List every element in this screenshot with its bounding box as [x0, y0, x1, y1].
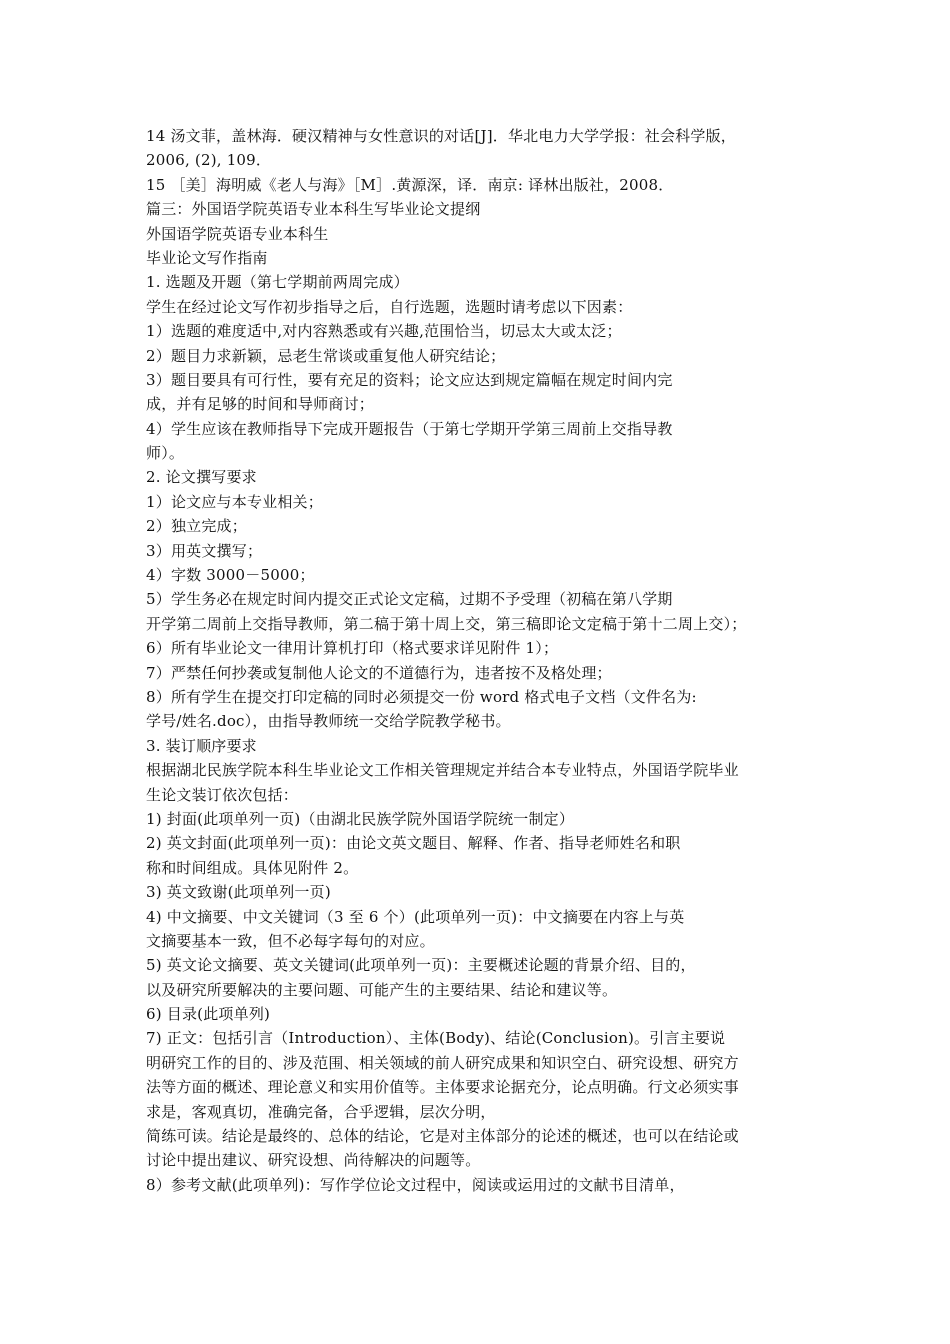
list-item: 8）所有学生在提交打印定稿的同时必须提交一份 word 格式电子文档（文件名为:	[146, 687, 697, 706]
list-item-cont: 成，并有足够的时间和导师商讨；	[146, 395, 375, 414]
paragraph-line: 生论文装订依次包括：	[146, 785, 299, 804]
subheading-binding-order: 3. 装订顺序要求	[146, 736, 257, 755]
list-item-cont: 以及研究所要解决的主要问题、可能产生的主要结果、结论和建议等。	[146, 980, 618, 999]
list-item: 2) 英文封面(此项单列一页)：由论文英文题目、解释、作者、指导老师姓名和职	[146, 834, 681, 853]
reference-14-cont: 2006, (2), 109．	[146, 151, 272, 170]
subheading-writing-requirements: 2. 论文撰写要求	[146, 468, 257, 487]
paragraph-line: 根据湖北民族学院本科生毕业论文工作相关管理规定并结合本专业特点，外国语学院毕业	[146, 761, 739, 780]
list-item: 1）选题的难度适中,对内容熟悉或有兴趣,范围恰当，切忌太大或太泛；	[146, 322, 622, 341]
list-item-cont: 讨论中提出建议、研究设想、尚待解决的问题等。	[146, 1151, 481, 1170]
list-item: 5）学生务必在规定时间内提交正式论文定稿，过期不予受理（初稿在第八学期	[146, 590, 673, 609]
list-item: 1) 封面(此项单列一页)（由湖北民族学院外国语学院统一制定）	[146, 809, 575, 828]
guide-heading-2: 毕业论文写作指南	[146, 248, 268, 267]
list-item: 3) 英文致谢(此项单列一页)	[146, 883, 331, 902]
list-item: 1）论文应与本专业相关；	[146, 492, 323, 511]
list-item-cont: 明研究工作的目的、涉及范围、相关领域的前人研究成果和知识空白、研究设想、研究方	[146, 1053, 739, 1072]
paragraph-line: 学生在经过论文写作初步指导之后，自行选题，选题时请考虑以下因素：	[146, 297, 633, 316]
list-item: 4）学生应该在教师指导下完成开题报告（于第七学期开学第三周前上交指导教	[146, 419, 673, 438]
list-item-cont: 学号/姓名.doc），由指导教师统一交给学院教学秘书。	[146, 712, 511, 731]
list-item: 4）字数 3000－5000；	[146, 566, 315, 585]
list-item: 3）用英文撰写；	[146, 541, 263, 560]
guide-heading-1: 外国语学院英语专业本科生	[146, 224, 329, 243]
list-item-cont: 师）。	[146, 444, 185, 463]
list-item-cont: 开学第二周前上交指导教师，第二稿于第十周上交，第三稿即论文定稿于第十二周上交）；	[146, 614, 747, 633]
list-item: 2）题目力求新颖，忌老生常谈或重复他人研究结论；	[146, 346, 506, 365]
list-item-cont: 求是，客观真切，准确完备，合乎逻辑，层次分明，	[146, 1102, 496, 1121]
list-item: 2）独立完成；	[146, 517, 247, 536]
list-item: 4) 中文摘要、中文关键词（3 至 6 个）(此项单列一页)：中文摘要在内容上与英	[146, 907, 685, 926]
list-item-cont: 称和时间组成。具体见附件 2。	[146, 858, 359, 877]
section-title: 篇三：外国语学院英语专业本科生写毕业论文提纲	[146, 200, 481, 219]
document-body	[146, 124, 826, 1197]
list-item-cont: 法等方面的概述、理论意义和实用价值等。主体要求论据充分，论点明确。行文必须实事	[146, 1078, 739, 1097]
list-item: 5) 英文论文摘要、英文关键词(此项单列一页)：主要概述论题的背景介绍、目的，	[146, 956, 696, 975]
list-item: 7）严禁任何抄袭或复制他人论文的不道德行为，违者按不及格处理；	[146, 663, 612, 682]
list-item-cont: 文摘要基本一致，但不必每字每句的对应。	[146, 931, 435, 950]
reference-15: 15 ［美］海明威《老人与海》［M］.黄源深，译．南京: 译林出版社，2008．	[146, 175, 674, 194]
list-item: 3）题目要具有可行性，要有充足的资料；论文应达到规定篇幅在规定时间内完	[146, 370, 673, 389]
list-item: 6）所有毕业论文一律用计算机打印（格式要求详见附件 1）；	[146, 639, 559, 658]
reference-14: 14 汤文菲，盖林海．硬汉精神与女性意识的对话[J]．华北电力大学学报：社会科学版，	[146, 127, 736, 145]
list-item: 7) 正文：包括引言（Introduction）、主体(Body)、结论(Conclusion)。引言主要说	[146, 1029, 726, 1048]
list-item-cont: 简练可读。结论是最终的、总体的结论，它是对主体部分的论述的概述，也可以在结论或	[146, 1127, 739, 1146]
list-item: 6) 目录(此项单列)	[146, 1005, 271, 1024]
subheading-topic-selection: 1. 选题及开题（第七学期前两周完成）	[146, 273, 409, 292]
list-item: 8）参考文献(此项单列)：写作学位论文过程中，阅读或运用过的文献书目清单，	[146, 1175, 685, 1194]
